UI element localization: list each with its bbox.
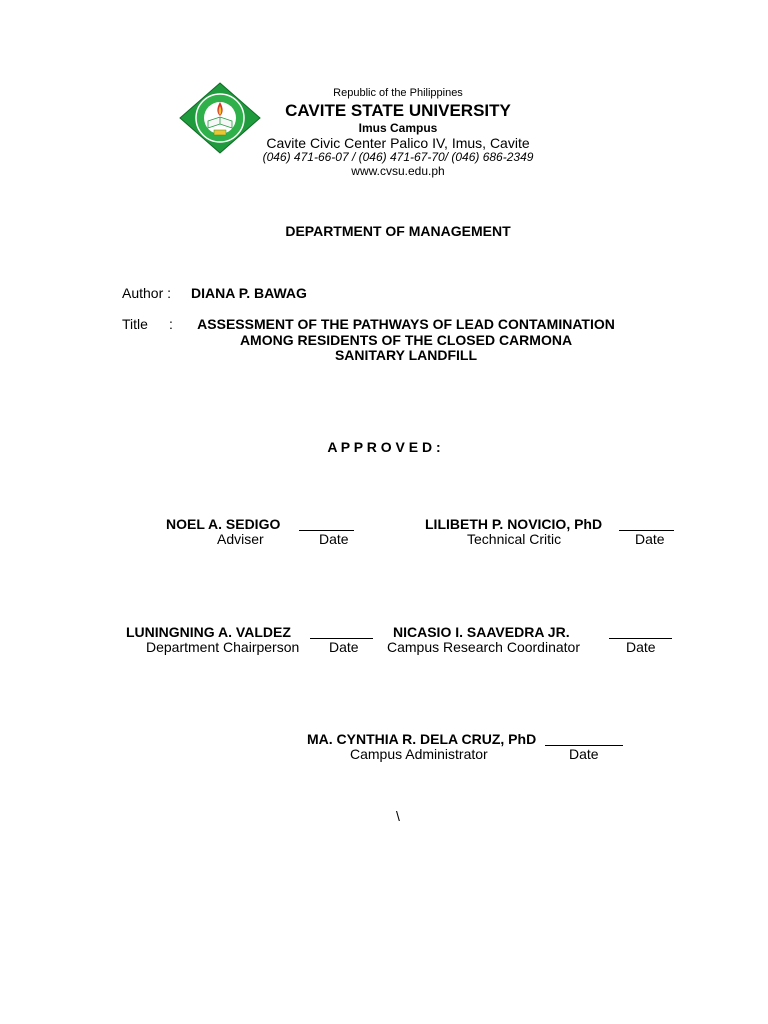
signatory-name-critic: LILIBETH P. NOVICIO, PhD [425,516,603,532]
signatory-role-critic: Technical Critic [467,531,562,547]
date-label-chairperson: Date [329,639,359,655]
website: www.cvsu.edu.ph [351,164,445,178]
phone-numbers: (046) 471-66-07 / (046) 471-67-70/ (046) 686-2349 [262,150,534,164]
author-name: DIANA P. BAWAG [191,285,307,301]
signatory-role-chairperson: Department Chairperson [146,639,300,655]
signatory-role-administrator: Campus Administrator [350,746,488,762]
date-label-critic: Date [635,531,665,547]
thesis-title-line-1: ASSESSMENT OF THE PATHWAYS OF LEAD CONTAMINATION [197,316,615,332]
title-colon: : [169,316,173,332]
date-label-administrator: Date [569,746,599,762]
campus-name: Imus Campus [358,121,438,135]
date-label-research-coordinator: Date [626,639,656,655]
title-label: Title [122,316,148,332]
university-name: CAVITE STATE UNIVERSITY [285,101,511,120]
signatory-role-research-coordinator: Campus Research Coordinator [387,639,580,655]
stray-backslash: \ [396,808,400,824]
signatory-name-chairperson: LUNINGNING A. VALDEZ [126,624,291,640]
thesis-title-line-3: SANITARY LANDFILL [334,347,478,363]
country-line: Republic of the Philippines [333,87,463,99]
thesis-title-line-2: AMONG RESIDENTS OF THE CLOSED CARMONA [239,332,573,348]
date-label-adviser: Date [319,531,349,547]
department-heading: DEPARTMENT OF MANAGEMENT [285,223,511,239]
author-label: Author : [122,285,172,301]
approved-heading: A P P R O V E D : [327,439,441,455]
campus-address: Cavite Civic Center Palico IV, Imus, Cavite [266,135,530,151]
signatory-name-administrator: MA. CYNTHIA R. DELA CRUZ, PhD [307,731,537,747]
signatory-role-adviser: Adviser [217,531,264,547]
signatory-name-research-coordinator: NICASIO I. SAAVEDRA JR. [393,624,570,640]
signatory-name-adviser: NOEL A. SEDIGO [166,516,281,532]
